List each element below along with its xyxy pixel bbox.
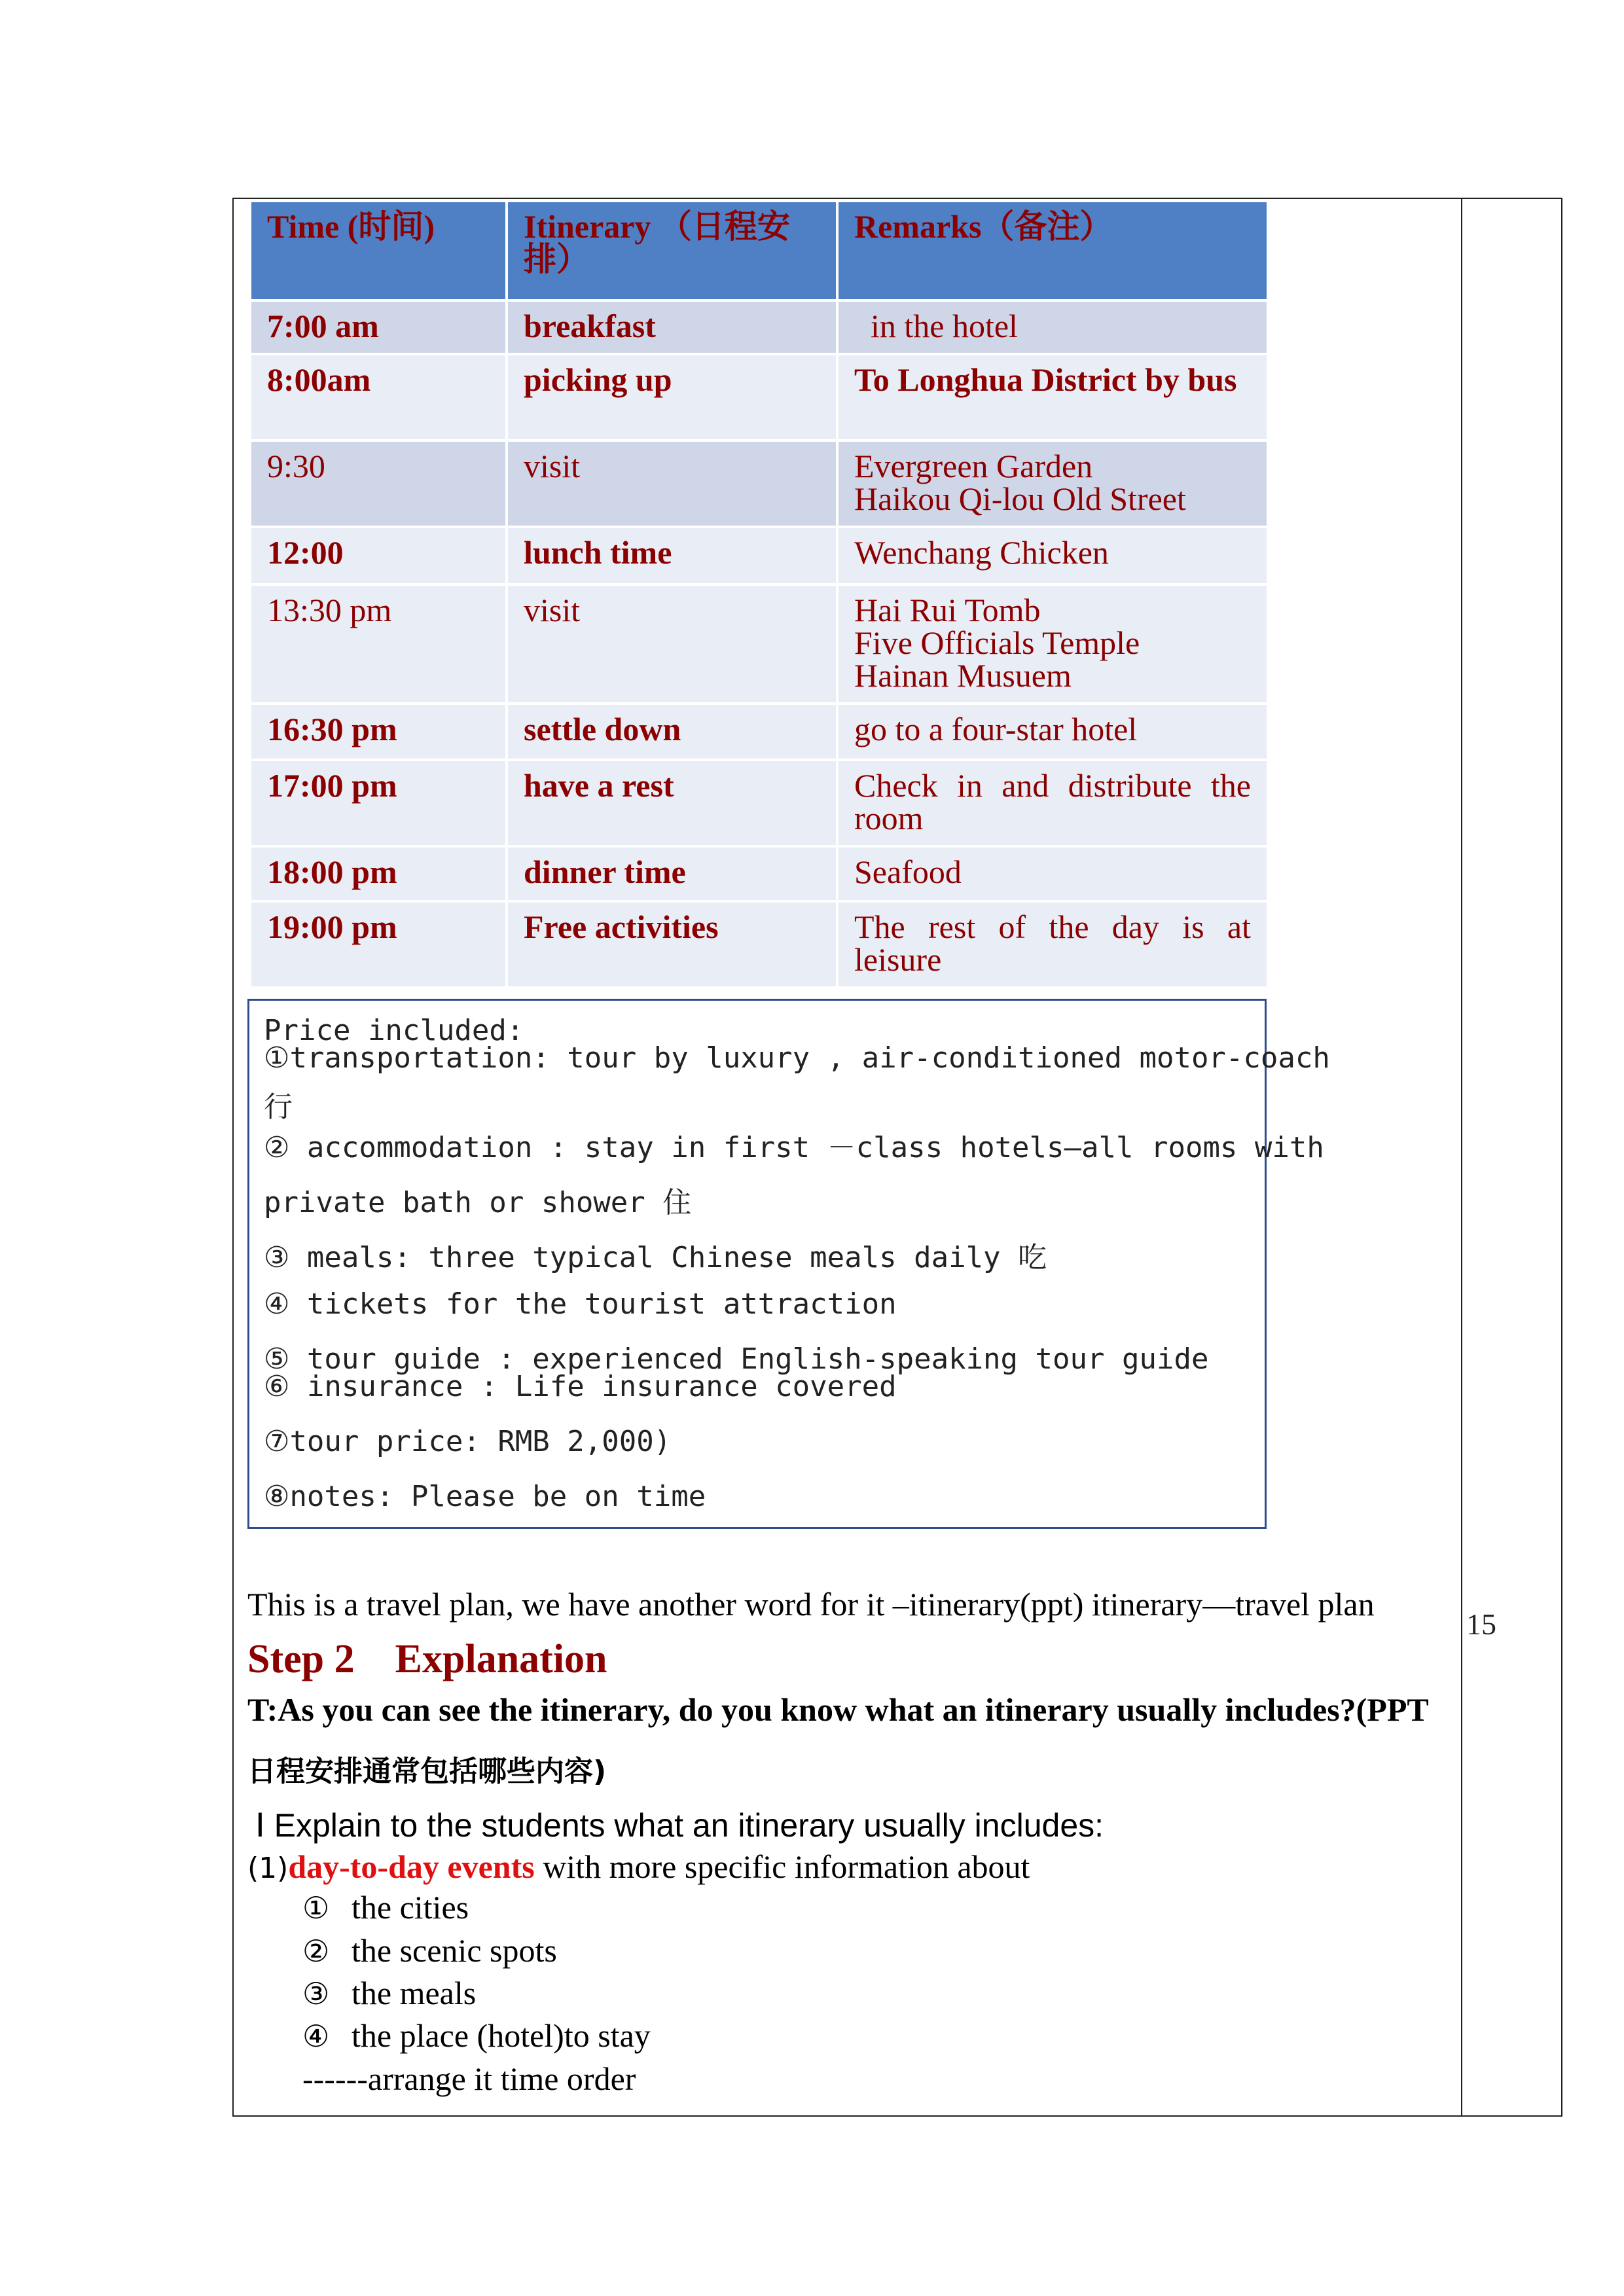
table-row: [250, 901, 1268, 988]
row-itinerary: settle down: [507, 704, 837, 760]
table-row: [250, 300, 1268, 354]
table-row: [250, 584, 1268, 704]
price-line-accommodation-cont: private bath or shower 住: [264, 1186, 692, 1219]
intro-text: This is a travel plan, we have another word for it –itinerary(ppt) itinerary—travel plan: [247, 1586, 1375, 1623]
price-line-transportation-cn: 行: [264, 1090, 293, 1124]
row-itinerary: have a rest: [507, 760, 837, 846]
row-time: 19:00 pm: [250, 901, 507, 988]
explain-heading: Ⅰ Explain to the students what an itinerary usually includes:: [255, 1807, 1104, 1844]
price-title: Price included:: [264, 1014, 524, 1047]
row-time: 8:00am: [250, 354, 507, 440]
price-line-accommodation: ② accommodation : stay in first －class hotels—all rooms with: [264, 1131, 1324, 1164]
row-time: 9:30: [250, 440, 507, 527]
row-remarks: go to a four-star hotel: [837, 704, 1268, 760]
table-row: [250, 354, 1268, 440]
teacher-question: T:As you can see the itinerary, do you know what an itinerary usually includes?(PPT: [247, 1691, 1429, 1728]
header-itinerary: Itinerary （日程安排）: [507, 201, 837, 300]
sub-list-item: ① the cities: [302, 1889, 469, 1926]
itinerary-table: [249, 200, 1269, 989]
row-remarks: Hai Rui Tomb Five Officials Temple Hainan Musuem: [837, 584, 1268, 704]
row-itinerary: Free activities: [507, 901, 837, 988]
price-line-insurance: ⑥ insurance : Life insurance covered: [264, 1370, 897, 1403]
table-row: [250, 527, 1268, 584]
table-header-row: [250, 201, 1268, 300]
header-remarks: Remarks（备注）: [837, 201, 1268, 300]
time-minutes: 15: [1466, 1607, 1496, 1641]
sub-list-item: ③ the meals: [302, 1975, 477, 2011]
table-row: [250, 440, 1268, 527]
price-line-tickets: ④ tickets for the tourist attraction: [264, 1287, 897, 1321]
row-time: 18:00 pm: [250, 846, 507, 901]
row-remarks: The rest of the day is at leisure: [837, 901, 1268, 988]
sub-list-item: ② the scenic spots: [302, 1932, 557, 1969]
row-time: 17:00 pm: [250, 760, 507, 846]
price-line-meals: ③ meals: three typical Chinese meals daily 吃: [264, 1241, 1047, 1274]
row-itinerary: picking up: [507, 354, 837, 440]
row-remarks: in the hotel: [837, 300, 1268, 354]
teacher-question-cn: 日程安排通常包括哪些内容): [247, 1755, 607, 1788]
closing-line: ------arrange it time order: [302, 2060, 636, 2097]
row-remarks: To Longhua District by bus: [837, 354, 1268, 440]
row-remarks: Wenchang Chicken: [837, 527, 1268, 584]
row-itinerary: visit: [507, 440, 837, 527]
row-itinerary: lunch time: [507, 527, 837, 584]
price-line-tour-price: ⑦tour price: RMB 2,000): [264, 1425, 672, 1458]
price-line-transportation: ①transportation: tour by luxury , air-conditioned motor-coach: [264, 1041, 1330, 1075]
table-row: [250, 846, 1268, 901]
step-heading: Step 2 Explanation: [247, 1637, 607, 1681]
row-itinerary: breakfast: [507, 300, 837, 354]
price-line-guide: ⑤ tour guide : experienced English-speaking tour guide: [264, 1342, 1209, 1376]
price-line-notes: ⑧notes: Please be on time: [264, 1480, 706, 1513]
row-time: 13:30 pm: [250, 584, 507, 704]
row-time: 7:00 am: [250, 300, 507, 354]
row-itinerary: dinner time: [507, 846, 837, 901]
row-remarks: Seafood: [837, 846, 1268, 901]
row-time: 16:30 pm: [250, 704, 507, 760]
header-time: Time (时间): [250, 201, 507, 300]
table-row: [250, 704, 1268, 760]
list-item-1: (1)day-to-day events with more specific information about: [247, 1848, 1030, 1885]
sub-list-item: ④ the place (hotel)to stay: [302, 2017, 651, 2054]
row-remarks: Check in and distribute the room: [837, 760, 1268, 846]
table-row: [250, 760, 1268, 846]
row-remarks: Evergreen Garden Haikou Qi-lou Old Street: [837, 440, 1268, 527]
row-itinerary: visit: [507, 584, 837, 704]
column-divider: [1461, 198, 1462, 2117]
row-time: 12:00: [250, 527, 507, 584]
price-included-box: [247, 999, 1330, 1529]
